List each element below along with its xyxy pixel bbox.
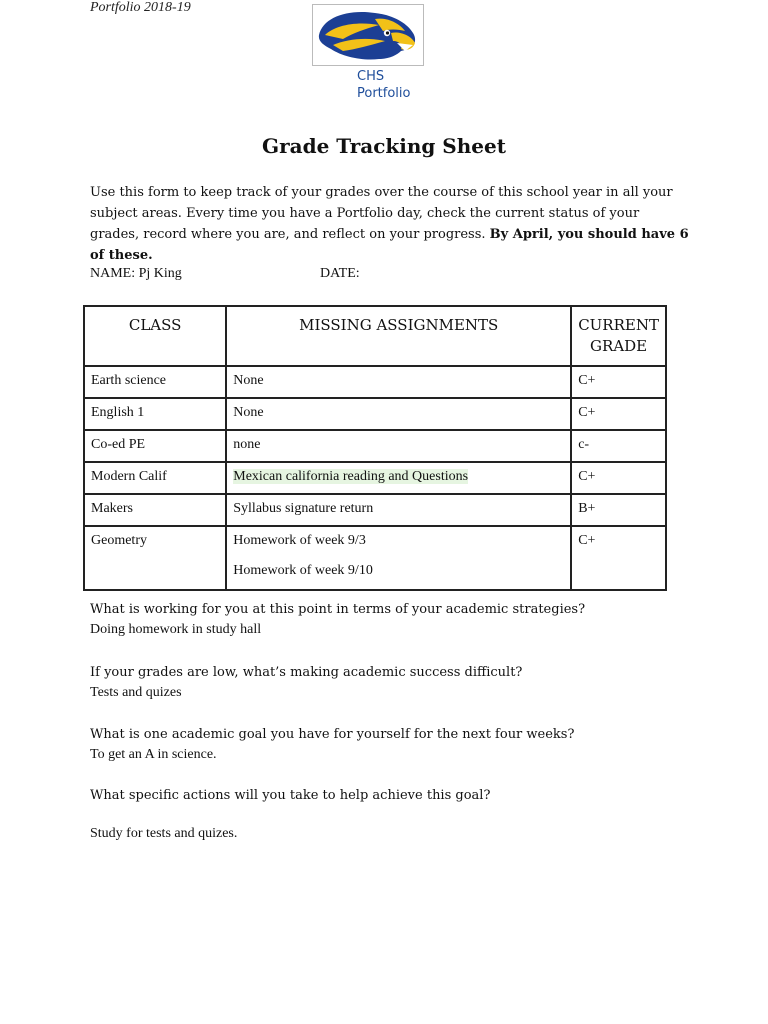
grade-cell: C+ (571, 366, 666, 398)
missing-cell (226, 526, 571, 590)
class-cell: Makers (84, 494, 226, 526)
reflection-answer: Doing homework in study hall (90, 622, 262, 637)
table-row (84, 366, 666, 398)
reflection-block (90, 725, 574, 765)
name-field: NAME: Pj King (90, 266, 182, 281)
missing-item: Syllabus signature return (233, 501, 374, 516)
table-row (84, 398, 666, 430)
missing-item: None (233, 405, 264, 420)
reflection-question: What is one academic goal you have for yourself for the next four weeks? (90, 727, 575, 742)
missing-item: Homework of week 9/10 (233, 563, 373, 578)
grade-cell: B+ (571, 494, 666, 526)
missing-cell (226, 430, 571, 462)
table-row (84, 494, 666, 526)
eagle-logo (312, 4, 424, 66)
grade-table (83, 305, 667, 591)
reflection-answer: To get an A in science. (90, 747, 217, 762)
table-row (84, 430, 666, 462)
document-title: Grade Tracking Sheet (262, 134, 506, 158)
grade-cell: C+ (571, 398, 666, 430)
missing-item: none (233, 437, 261, 452)
class-cell: English 1 (84, 398, 226, 430)
table-header-row (84, 306, 666, 366)
logo-caption-line1: CHS (357, 69, 385, 84)
class-cell: Earth science (84, 366, 226, 398)
reflection-answer: Study for tests and quizes. (90, 826, 238, 841)
missing-cell (226, 462, 571, 494)
grade-cell: C+ (571, 462, 666, 494)
reflection-question: What specific actions will you take to help achieve this goal? (90, 788, 491, 803)
class-cell: Geometry (84, 526, 226, 590)
grade-cell: C+ (571, 526, 666, 590)
eagle-head-icon (313, 5, 423, 65)
missing-cell (226, 398, 571, 430)
missing-cell (226, 494, 571, 526)
intro-bold-text: By April, you should have 6 of these. (90, 227, 689, 263)
missing-item: Homework of week 9/3 (233, 533, 366, 548)
reflection-answer: Tests and quizes (90, 685, 182, 700)
reflection-block (90, 600, 585, 640)
intro-text: Use this form to keep track of your grades over the course of this school year in all your subject areas. Every time you have a Portfolio day, check the current status of your grades, record where you are, and reflect on your progress. (90, 185, 673, 242)
missing-item: None (233, 373, 264, 388)
missing-cell (226, 366, 571, 398)
intro-paragraph (90, 182, 690, 266)
reflection-question: What is working for you at this point in terms of your academic strategies? (90, 602, 586, 617)
grade-cell: c- (571, 430, 666, 462)
portfolio-year-note: Portfolio 2018-19 (90, 0, 191, 15)
table-row (84, 462, 666, 494)
header-class: CLASS (84, 306, 226, 366)
logo-caption (357, 68, 410, 102)
reflection-block (90, 786, 490, 844)
logo-caption-line2: Portfolio (357, 86, 411, 101)
class-cell: Co-ed PE (84, 430, 226, 462)
table-row (84, 526, 666, 590)
header-missing-assignments: MISSING ASSIGNMENTS (226, 306, 571, 366)
reflection-block (90, 663, 522, 703)
header-current-grade: CURRENT GRADE (571, 306, 666, 366)
date-field: DATE: (320, 266, 360, 281)
class-cell: Modern Calif (84, 462, 226, 494)
reflection-question: If your grades are low, what’s making academic success difficult? (90, 665, 523, 680)
missing-item-highlighted: Mexican california reading and Questions (233, 469, 469, 484)
